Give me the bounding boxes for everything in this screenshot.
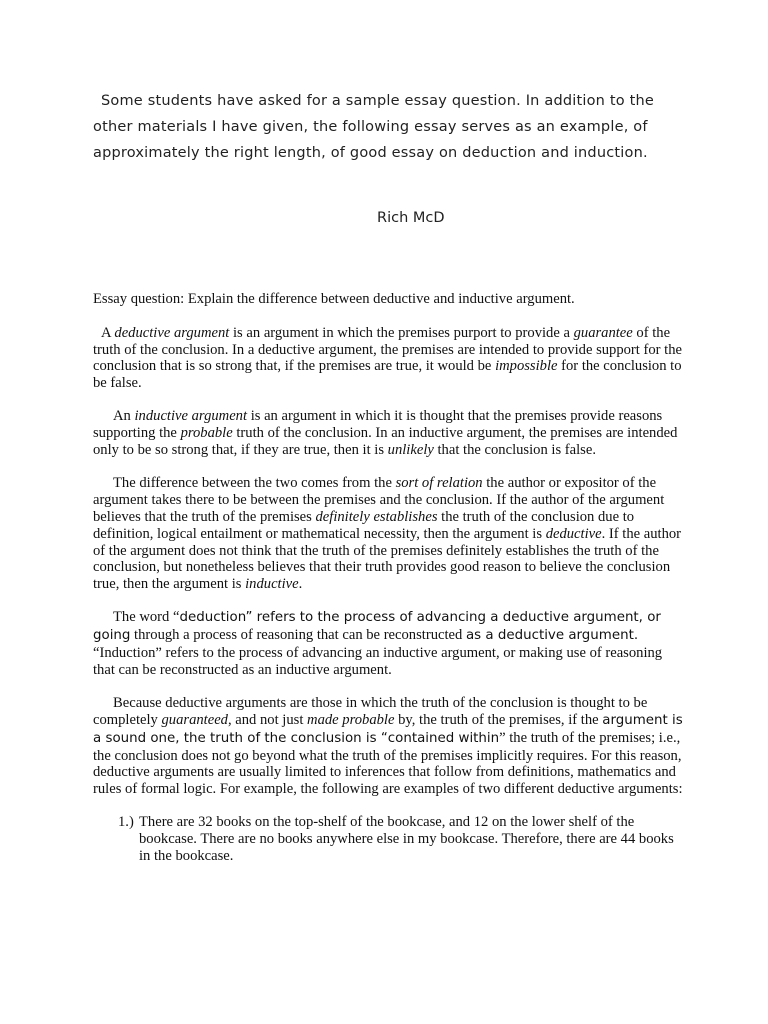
- text-run: of the truth of the conclusion. In a deductive argument, the premises are intended to provide support for the conclusion that is so strong that, if the premises are true, it would be: [93, 324, 682, 375]
- emphasis-made-probable: made probable: [307, 711, 395, 728]
- paragraph-inductive-definition: [93, 408, 683, 458]
- emphasis-inductive: inductive: [245, 576, 299, 593]
- text-run: .: [298, 576, 303, 593]
- text-run: is an argument in which the premises purport to provide a: [229, 324, 574, 341]
- emphasis-definitely-establishes: definitely establishes: [315, 508, 438, 525]
- paragraph-guaranteed-truth: [93, 695, 683, 798]
- emphasis-probable: probable: [180, 425, 233, 442]
- emphasis-unlikely: unlikely: [387, 442, 434, 459]
- emphasis-deductive: deductive: [545, 525, 602, 542]
- text-run: for the conclusion to be false.: [93, 358, 682, 392]
- text-run: . If the author of the argument does not think that the truth of the premises definitely establishes the truth of the conclusion, but nonetheless believes that their truth provides good reason to believe the conclusion true, then the argument is: [93, 525, 682, 593]
- text-run: The difference between the two comes from the: [113, 475, 396, 492]
- text-run: as a deductive argument.: [465, 628, 639, 644]
- note-text: Some students have asked for a sample essay question. In addition to the other materials I have given, the following essay serves as an example, of approximately the right length, of good essay on deduction and induction.: [93, 93, 655, 161]
- essay-question: Essay question: Explain the difference between deductive and inductive argument.: [93, 291, 575, 307]
- paragraph-deduction-induction-words: [93, 609, 683, 678]
- emphasis-sort-of-relation: sort of relation: [395, 475, 483, 492]
- text-run: “Induction” refers to the process of advancing an inductive argument, or making use of reasoning that can be reconstructed as an inductive argument.: [93, 645, 663, 678]
- emphasis-guarantee: guarantee: [573, 324, 633, 341]
- emphasis-deductive-argument: deductive argument: [114, 324, 230, 341]
- paragraph-deductive-definition: [93, 325, 683, 392]
- text-run: ” the truth of the premises; i.e., the conclusion does not go beyond what the truth of the premises implicitly requires. For this reason, deductive arguments are usually limited to inferences that follow from definitions, mathematics and rules of formal logic. For example, the following are examples of two different deductive arguments:: [93, 729, 683, 798]
- paragraph-difference: [93, 475, 683, 593]
- text-run: , and not just: [227, 711, 308, 728]
- signature: Rich McD: [377, 210, 445, 226]
- essay-body: [93, 291, 683, 865]
- text-run: by, the truth of the premises, if the: [394, 711, 603, 728]
- list-number: 1.): [118, 814, 134, 831]
- emphasis-impossible: impossible: [495, 358, 558, 375]
- text-run: the truth of the conclusion due to definition, logical entailment or mathematical necessity, then the argument is: [93, 508, 635, 542]
- text-run: argument is a sound one, the truth of the conclusion is “contained within: [93, 712, 683, 746]
- list-text: There are 32 books on the top-shelf of the bookcase, and 12 on the lower shelf of the bookcase. There are no books anywhere else in my bookcase. Therefore, there are 44 books in the bookcase.: [139, 814, 674, 865]
- text-run: The word “: [113, 609, 180, 626]
- text-run: Because deductive arguments are those in which the truth of the conclusion is thought to be completely: [93, 695, 648, 728]
- text-run: A: [101, 324, 115, 341]
- text-run: is an argument in which it is thought that the premises provide reasons supporting the: [93, 408, 663, 442]
- list-item: [93, 814, 683, 864]
- text-run: An: [113, 408, 135, 425]
- text-run: deduction” refers to the process of advancing a deductive argument, or going: [93, 610, 661, 644]
- text-run: that the conclusion is false.: [433, 442, 596, 459]
- text-run: the author or expositor of the argument takes there to be between the premises and the conclusion. If the author of the argument believes that the truth of the premises: [93, 475, 665, 525]
- text-run: truth of the conclusion. In an inductive argument, the premises are intended only to be so strong that, if they are true, then it is: [93, 425, 678, 459]
- text-run: through a process of reasoning that can be reconstructed: [130, 627, 466, 644]
- emphasis-inductive-argument: inductive argument: [134, 408, 248, 425]
- emphasis-guaranteed: guaranteed: [161, 711, 228, 728]
- instructor-note: [93, 88, 693, 166]
